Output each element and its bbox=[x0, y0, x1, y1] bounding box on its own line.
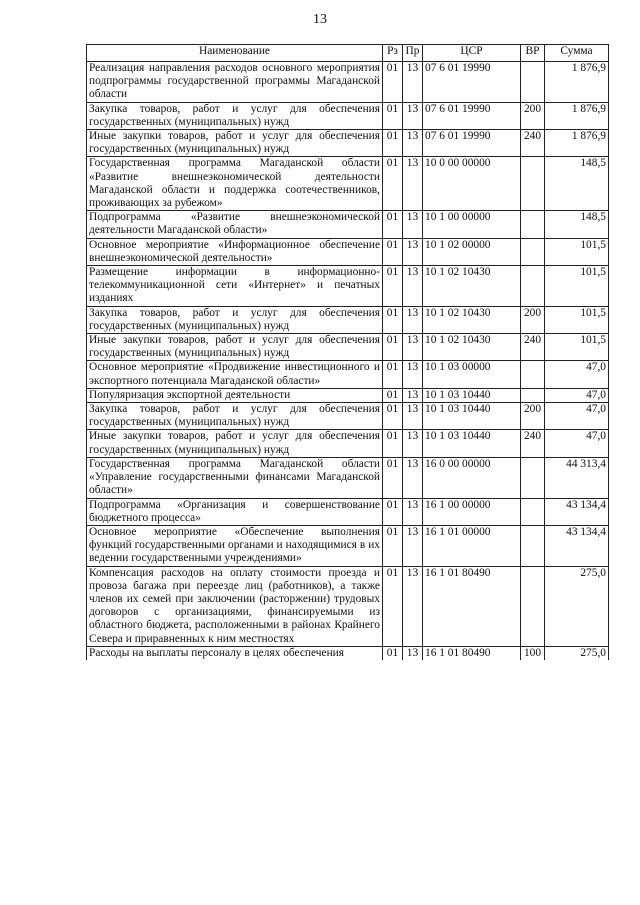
table-row bbox=[87, 266, 609, 307]
header-vr: ВР bbox=[521, 45, 545, 62]
row-rz: 01 bbox=[383, 130, 403, 157]
row-csr: 07 6 01 19990 bbox=[423, 130, 521, 157]
row-sum: 47,0 bbox=[545, 361, 609, 388]
row-rz: 01 bbox=[383, 266, 403, 307]
row-name: Государственная программа Магаданской области «Развитие внешнеэкономической деятельности Магаданской области и поддержка соотечественников, проживающих за рубежом» bbox=[87, 157, 383, 211]
row-vr: 240 bbox=[521, 430, 545, 457]
row-vr bbox=[521, 211, 545, 238]
row-sum: 1 876,9 bbox=[545, 62, 609, 103]
row-vr: 200 bbox=[521, 306, 545, 333]
row-name: Закупка товаров, работ и услуг для обеспечения государственных (муниципальных) нужд bbox=[87, 403, 383, 430]
row-csr: 16 1 01 80490 bbox=[423, 646, 521, 660]
row-sum: 47,0 bbox=[545, 430, 609, 457]
row-pr: 13 bbox=[403, 266, 423, 307]
row-vr bbox=[521, 457, 545, 498]
row-csr: 10 1 02 00000 bbox=[423, 238, 521, 265]
row-vr: 200 bbox=[521, 403, 545, 430]
table-row bbox=[87, 566, 609, 646]
row-sum: 43 134,4 bbox=[545, 498, 609, 525]
row-csr: 16 1 00 00000 bbox=[423, 498, 521, 525]
row-pr: 13 bbox=[403, 498, 423, 525]
row-csr: 10 1 03 10440 bbox=[423, 430, 521, 457]
row-rz: 01 bbox=[383, 157, 403, 211]
table-row bbox=[87, 403, 609, 430]
row-name: Основное мероприятие «Продвижение инвестиционного и экспортного потенциала Магаданской области» bbox=[87, 361, 383, 388]
row-csr: 16 0 00 00000 bbox=[423, 457, 521, 498]
row-rz: 01 bbox=[383, 306, 403, 333]
row-vr bbox=[521, 238, 545, 265]
header-rz: Рз bbox=[383, 45, 403, 62]
row-pr: 13 bbox=[403, 403, 423, 430]
row-rz: 01 bbox=[383, 388, 403, 402]
row-vr bbox=[521, 566, 545, 646]
table-row bbox=[87, 62, 609, 103]
row-pr: 13 bbox=[403, 361, 423, 388]
row-rz: 01 bbox=[383, 238, 403, 265]
row-sum: 1 876,9 bbox=[545, 130, 609, 157]
row-vr: 240 bbox=[521, 334, 545, 361]
row-sum: 101,5 bbox=[545, 306, 609, 333]
row-vr bbox=[521, 361, 545, 388]
table-row bbox=[87, 646, 609, 660]
table-row bbox=[87, 102, 609, 129]
table-header-row bbox=[87, 45, 609, 62]
row-csr: 16 1 01 00000 bbox=[423, 525, 521, 566]
header-csr: ЦСР bbox=[423, 45, 521, 62]
row-sum: 47,0 bbox=[545, 388, 609, 402]
row-vr: 100 bbox=[521, 646, 545, 660]
row-csr: 10 1 03 00000 bbox=[423, 361, 521, 388]
row-vr bbox=[521, 388, 545, 402]
row-csr: 10 0 00 00000 bbox=[423, 157, 521, 211]
row-pr: 13 bbox=[403, 646, 423, 660]
row-rz: 01 bbox=[383, 403, 403, 430]
row-sum: 275,0 bbox=[545, 566, 609, 646]
row-pr: 13 bbox=[403, 102, 423, 129]
page-number: 13 bbox=[313, 12, 327, 27]
row-vr bbox=[521, 266, 545, 307]
table-row bbox=[87, 157, 609, 211]
row-rz: 01 bbox=[383, 211, 403, 238]
row-csr: 07 6 01 19990 bbox=[423, 62, 521, 103]
row-csr: 10 1 02 10430 bbox=[423, 266, 521, 307]
row-name: Расходы на выплаты персоналу в целях обеспечения bbox=[87, 646, 383, 660]
row-pr: 13 bbox=[403, 334, 423, 361]
header-name: Наименование bbox=[87, 45, 383, 62]
row-vr bbox=[521, 62, 545, 103]
row-vr: 200 bbox=[521, 102, 545, 129]
row-rz: 01 bbox=[383, 498, 403, 525]
row-rz: 01 bbox=[383, 566, 403, 646]
row-name: Иные закупки товаров, работ и услуг для обеспечения государственных (муниципальных) нужд bbox=[87, 334, 383, 361]
row-csr: 10 1 03 10440 bbox=[423, 403, 521, 430]
row-rz: 01 bbox=[383, 102, 403, 129]
table-row bbox=[87, 361, 609, 388]
row-name: Подпрограмма «Развитие внешнеэкономической деятельности Магаданской области» bbox=[87, 211, 383, 238]
row-sum: 43 134,4 bbox=[545, 525, 609, 566]
header-sum: Сумма bbox=[545, 45, 609, 62]
row-pr: 13 bbox=[403, 566, 423, 646]
row-sum: 275,0 bbox=[545, 646, 609, 660]
row-name: Основное мероприятие «Обеспечение выполнения функций государственными органами и находящимися в их ведении государственными учреждениями» bbox=[87, 525, 383, 566]
row-sum: 101,5 bbox=[545, 334, 609, 361]
row-csr: 10 1 02 10430 bbox=[423, 306, 521, 333]
row-pr: 13 bbox=[403, 62, 423, 103]
row-pr: 13 bbox=[403, 525, 423, 566]
row-rz: 01 bbox=[383, 430, 403, 457]
table-row bbox=[87, 238, 609, 265]
row-csr: 16 1 01 80490 bbox=[423, 566, 521, 646]
row-rz: 01 bbox=[383, 646, 403, 660]
row-name: Подпрограмма «Организация и совершенствование бюджетного процесса» bbox=[87, 498, 383, 525]
row-sum: 101,5 bbox=[545, 266, 609, 307]
row-name: Иные закупки товаров, работ и услуг для обеспечения государственных (муниципальных) нужд bbox=[87, 430, 383, 457]
table-row bbox=[87, 498, 609, 525]
row-rz: 01 bbox=[383, 62, 403, 103]
row-name: Популяризация экспортной деятельности bbox=[87, 388, 383, 402]
row-vr: 240 bbox=[521, 130, 545, 157]
table-row bbox=[87, 211, 609, 238]
row-name: Закупка товаров, работ и услуг для обеспечения государственных (муниципальных) нужд bbox=[87, 306, 383, 333]
row-pr: 13 bbox=[403, 306, 423, 333]
row-pr: 13 bbox=[403, 130, 423, 157]
row-pr: 13 bbox=[403, 388, 423, 402]
row-csr: 10 1 03 10440 bbox=[423, 388, 521, 402]
table-row bbox=[87, 457, 609, 498]
row-name: Иные закупки товаров, работ и услуг для обеспечения государственных (муниципальных) нужд bbox=[87, 130, 383, 157]
row-pr: 13 bbox=[403, 211, 423, 238]
row-rz: 01 bbox=[383, 334, 403, 361]
header-pr: Пр bbox=[403, 45, 423, 62]
table-row bbox=[87, 334, 609, 361]
row-sum: 47,0 bbox=[545, 403, 609, 430]
row-pr: 13 bbox=[403, 238, 423, 265]
row-vr bbox=[521, 157, 545, 211]
row-sum: 44 313,4 bbox=[545, 457, 609, 498]
row-sum: 148,5 bbox=[545, 157, 609, 211]
table-row bbox=[87, 130, 609, 157]
row-sum: 148,5 bbox=[545, 211, 609, 238]
row-pr: 13 bbox=[403, 430, 423, 457]
row-rz: 01 bbox=[383, 361, 403, 388]
row-name: Компенсация расходов на оплату стоимости проезда и провоза багажа при переезде лиц (работников), а также членов их семей при заключении (расторжении) трудовых договоров с организациями, финансируемыми из областного бюджета, расположенными в районах Крайнего Севера и приравненных к ним местностях bbox=[87, 566, 383, 646]
row-vr bbox=[521, 525, 545, 566]
row-pr: 13 bbox=[403, 157, 423, 211]
budget-table bbox=[86, 44, 609, 660]
row-sum: 1 876,9 bbox=[545, 102, 609, 129]
row-name: Реализация направления расходов основного мероприятия подпрограммы государственной программы Магаданской области bbox=[87, 62, 383, 103]
table-row bbox=[87, 430, 609, 457]
row-name: Размещение информации в информационно-телекоммуникационной сети «Интернет» и печатных изданиях bbox=[87, 266, 383, 307]
table-row bbox=[87, 388, 609, 402]
row-csr: 10 1 02 10430 bbox=[423, 334, 521, 361]
row-pr: 13 bbox=[403, 457, 423, 498]
row-rz: 01 bbox=[383, 457, 403, 498]
row-name: Государственная программа Магаданской области «Управление государственными финансами Магаданской области» bbox=[87, 457, 383, 498]
row-rz: 01 bbox=[383, 525, 403, 566]
table-row bbox=[87, 525, 609, 566]
row-csr: 07 6 01 19990 bbox=[423, 102, 521, 129]
row-vr bbox=[521, 498, 545, 525]
table-row bbox=[87, 306, 609, 333]
row-name: Закупка товаров, работ и услуг для обеспечения государственных (муниципальных) нужд bbox=[87, 102, 383, 129]
row-csr: 10 1 00 00000 bbox=[423, 211, 521, 238]
row-sum: 101,5 bbox=[545, 238, 609, 265]
row-name: Основное мероприятие «Информационное обеспечение внешнеэкономической деятельности» bbox=[87, 238, 383, 265]
